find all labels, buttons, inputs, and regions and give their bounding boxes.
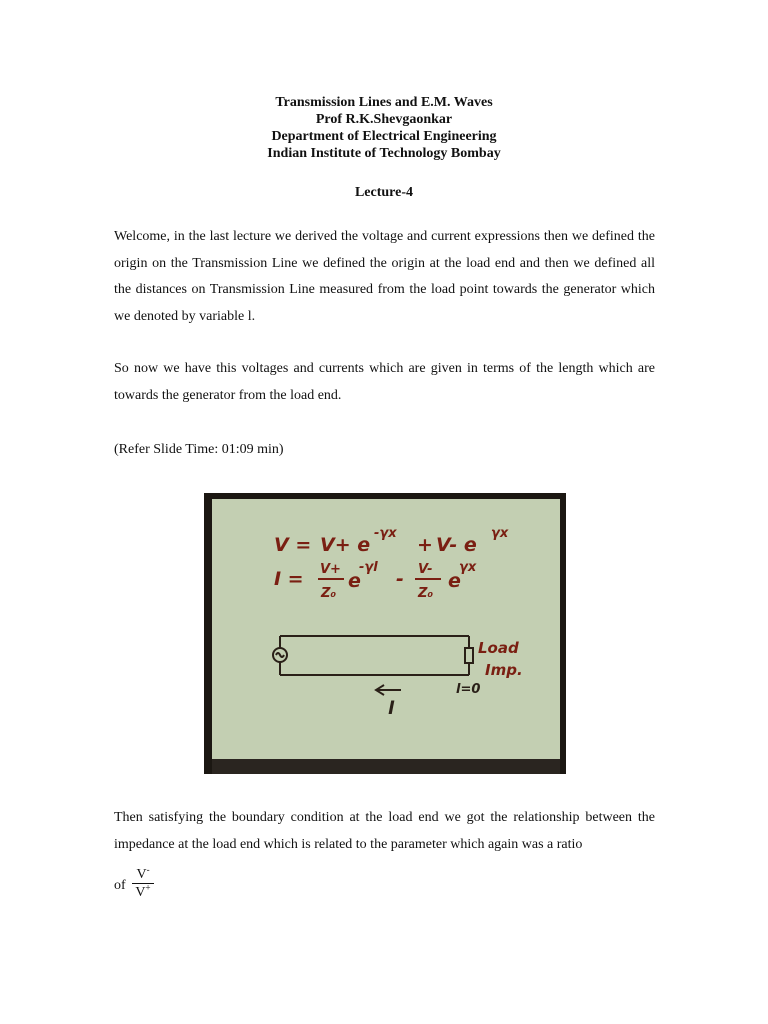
eq-i-frac2-denominator: Z₀ (418, 586, 434, 601)
ratio-denominator (132, 884, 154, 901)
slide-drawing (204, 493, 566, 774)
department-name: Department of Electrical Engineering (271, 129, 497, 144)
numerator-sup: - (146, 864, 150, 875)
denominator-base: V (135, 885, 146, 900)
eq-v-term1: V+ e (320, 534, 371, 556)
eq-i-frac1-denominator: Z₀ (321, 586, 337, 601)
load-impedance-icon (465, 648, 473, 663)
document-header (0, 94, 768, 162)
institute-name: Indian Institute of Technology Bombay (267, 146, 501, 161)
course-title: Transmission Lines and E.M. Waves (275, 95, 493, 110)
professor-name: Prof R.K.Shevgaonkar (315, 112, 453, 127)
eq-i-term2-exponent: γx (459, 560, 477, 575)
lecture-slide-image (204, 493, 566, 774)
eq-v-term1-exponent: -γx (374, 526, 397, 541)
eq-v-term2: V- e (436, 534, 477, 556)
eq-i-frac2-numerator: V- (418, 562, 433, 577)
ratio-numerator (132, 866, 154, 884)
eq-v-term2-exponent: γx (491, 526, 509, 541)
eq-i-term1-exponent: -γl (359, 560, 378, 575)
eq-i-e1: e (348, 570, 361, 592)
numerator-base: V (136, 867, 147, 882)
load-label-line1: Load (478, 639, 519, 657)
denominator-sup: + (145, 882, 151, 893)
ratio-fraction (132, 866, 154, 901)
eq-i-e2: e (448, 570, 461, 592)
lecture-label: Lecture-4 (354, 185, 414, 200)
eq-v-lhs: V = (274, 534, 312, 556)
ratio-prefix: of (114, 878, 126, 893)
eq-i-minus: - (396, 568, 404, 590)
paragraph-boundary-condition: Then satisfying the boundary condition at the load end we got the relationship between the impedance at the load end which is related to the parameter which again was a ratio (114, 810, 655, 852)
board-bottom-edge (212, 759, 560, 774)
load-label-line2: Imp. (485, 661, 523, 679)
paragraph-voltages: So now we have this voltages and currents which are given in terms of the length which are towards the generator from the load end. (114, 361, 655, 403)
eq-v-plus: + (417, 534, 433, 556)
eq-i-lhs: I = (274, 568, 304, 590)
origin-label: l=0 (456, 682, 481, 697)
paragraph-intro: Welcome, in the last lecture we derived the voltage and current expressions then we defined the origin on the Transmission Line we defined the origin at the load end and then we defined all the distances on Transmission Line measured from the load point towards the generator which we denoted by variable l. (114, 229, 655, 324)
eq-i-frac1-numerator: V+ (320, 562, 341, 577)
slide-time-reference: (Refer Slide Time: 01:09 min) (114, 442, 284, 457)
length-variable-label: l (388, 698, 395, 719)
